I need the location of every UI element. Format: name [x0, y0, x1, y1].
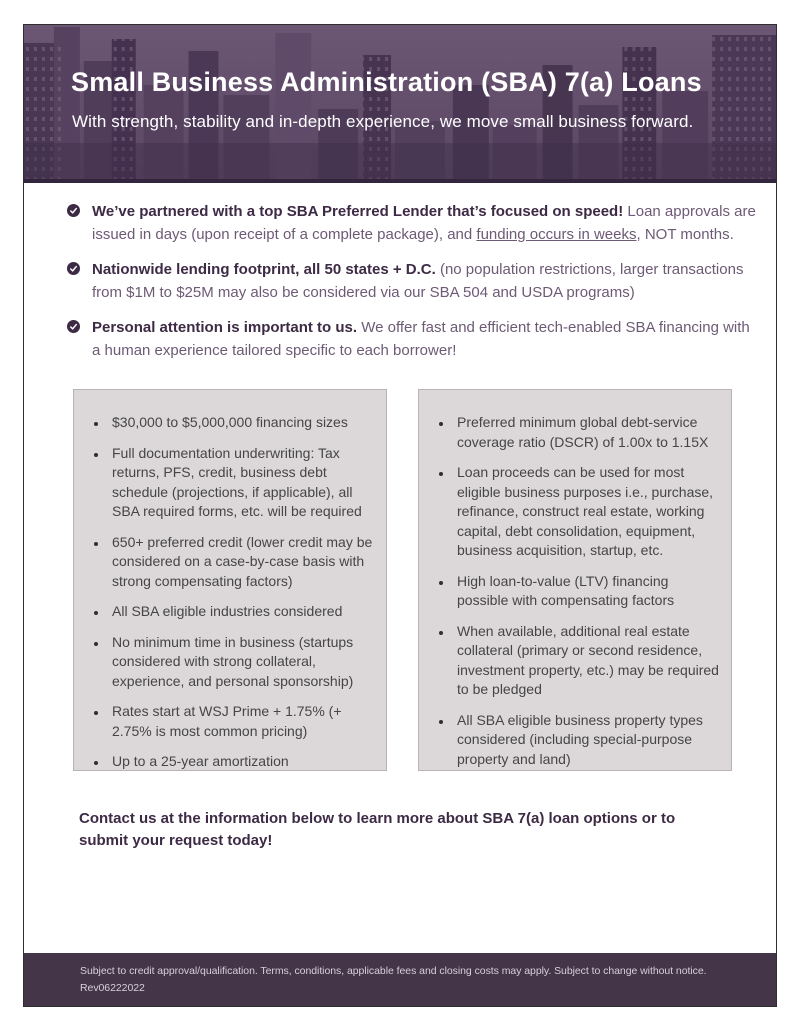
list-item: • $30,000 to $5,000,000 financing sizes — [108, 413, 374, 433]
list-item: • High loan-to-value (LTV) financing possible with compensating factors — [453, 572, 719, 611]
intro-bullet-3 — [67, 316, 756, 362]
intro-bold-text: Nationwide lending footprint, all 50 states + D.C. — [92, 261, 436, 278]
intro-bullet-2 — [67, 258, 756, 304]
banner-text-block — [24, 25, 776, 132]
check-circle-icon — [67, 204, 80, 217]
intro-regular-text: Loan approvals are issued in days (upon receipt of a complete package), and — [92, 203, 756, 243]
intro-regular-text: We offer fast and efficient tech-enabled SBA financing with a human experience tailored specific to each borrower! — [92, 319, 750, 359]
page-title: Small Business Administration (SBA) 7(a) Loans — [71, 67, 702, 97]
list-item: • All SBA eligible industries considered — [108, 602, 374, 622]
footer-disclaimer: Subject to credit approval/qualification. Terms, conditions, applicable fees and closing costs may apply. Subject to change without notice. — [80, 965, 707, 977]
header-banner — [24, 25, 776, 183]
criteria-list-left — [91, 413, 374, 772]
intro-bullet-1 — [67, 200, 756, 246]
list-item: • 650+ preferred credit (lower credit may be considered on a case-by-case basis with strong compensating factors) — [108, 533, 374, 592]
intro-underlined-text: funding occurs in weeks — [476, 226, 637, 243]
list-item: • All SBA eligible business property types considered (including special-purpose property and land) — [453, 711, 719, 770]
footer-revision: Rev06222022 — [80, 982, 145, 994]
check-circle-icon — [67, 262, 80, 275]
list-item: • Preferred minimum global debt-service coverage ratio (DSCR) of 1.00x to 1.15X — [453, 413, 719, 452]
list-item: • Rates start at WSJ Prime + 1.75% (+ 2.75% is most common pricing) — [108, 702, 374, 741]
list-item: • Full documentation underwriting: Tax returns, PFS, credit, business debt schedule (projections, if applicable), all SBA required forms, etc. will be required — [108, 444, 374, 522]
flyer-page — [23, 24, 777, 1007]
loan-criteria-box-left — [73, 389, 387, 771]
intro-bullet-text — [92, 200, 756, 246]
page-subtitle: With strength, stability and in-depth experience, we move small business forward. — [72, 112, 694, 131]
list-item: • Up to a 25-year amortization — [108, 752, 374, 772]
intro-bullet-text — [92, 316, 756, 362]
contact-cta: Contact us at the information below to learn more about SBA 7(a) loan options or to submit your request today! — [79, 810, 676, 849]
intro-regular-text: (no population restrictions, larger transactions from $1M to $25M may also be considered via our SBA 504 and USDA programs) — [92, 261, 744, 301]
list-item: • No minimum time in business (startups considered with strong collateral, experience, and personal sponsorship) — [108, 633, 374, 692]
footer-bar — [24, 953, 776, 1006]
list-item: • Loan proceeds can be used for most eligible business purposes i.e., purchase, refinance, construct real estate, working capital, debt consolidation, equipment, business acquisition, startup, etc. — [453, 463, 719, 561]
criteria-list-right — [436, 413, 719, 769]
criteria-boxes — [73, 389, 776, 771]
loan-criteria-box-right — [418, 389, 732, 771]
intro-bullet-text — [92, 258, 756, 304]
intro-section — [67, 200, 756, 374]
intro-bold-text: Personal attention is important to us. — [92, 319, 358, 336]
list-item: • When available, additional real estate collateral (primary or second residence, investment property, etc.) may be required to be pledged — [453, 622, 719, 700]
check-circle-icon — [67, 320, 80, 333]
intro-bold-text: We’ve partnered with a top SBA Preferred Lender that’s focused on speed! — [92, 203, 624, 220]
intro-regular-text: , NOT months. — [636, 226, 734, 243]
